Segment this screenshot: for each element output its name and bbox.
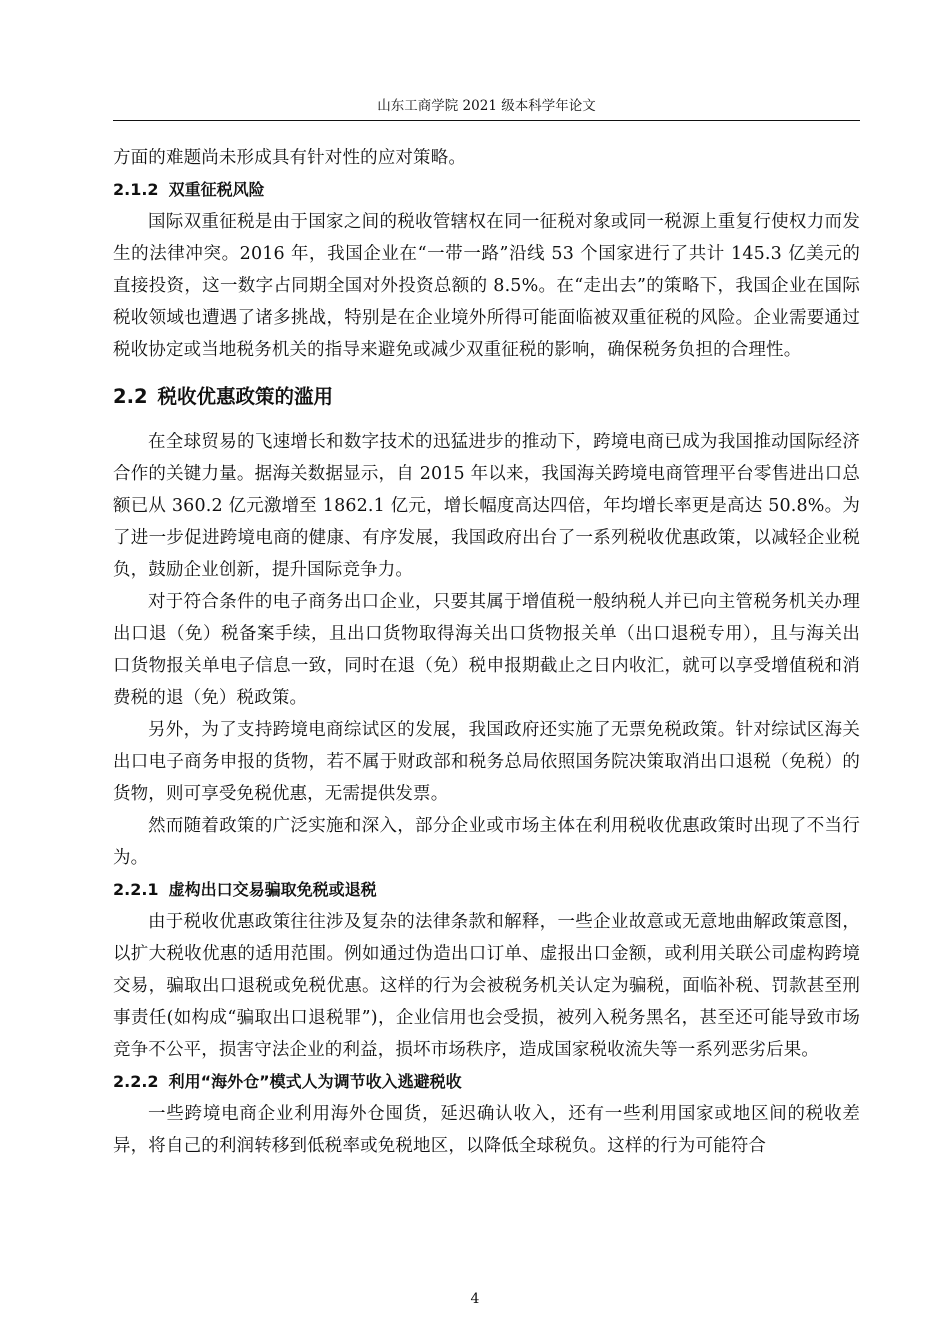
paragraph-overseas-warehouse: 一些跨境电商企业利用海外仓囤货，延迟确认收入，还有一些利用国家或地区间的税收差异，将自己的利润转移到低税率或免税地区，以降低全球税负。这样的行为可能符合 xyxy=(113,1104,860,1156)
paragraph-misconduct: 然而随着政策的广泛实施和深入，部分企业或市场主体在利用税收优惠政策时出现了不当行为。 xyxy=(113,816,860,868)
page-body xyxy=(113,142,860,1162)
section-number: 2.2.1 xyxy=(113,880,159,899)
section-title: 虚构出口交易骗取免税或退税 xyxy=(168,880,377,899)
paragraph-export-refund: 对于符合条件的电子商务出口企业，只要其属于增值税一般纳税人并已向主管税务机关办理出口退（免）税备案手续，且出口货物取得海关出口货物报关单（出口退税专用），且与海关出口货物报关单电子信息一致，同时在退（免）税申报期截止之日内收汇，就可以享受增值税和消费税的退（免）税政策。 xyxy=(113,592,860,708)
section-title: 双重征税风险 xyxy=(168,180,265,199)
header-divider xyxy=(113,120,860,121)
running-header: 山东工商学院 2021 级本科学年论文 xyxy=(377,98,596,114)
paragraph-double-taxation: 国际双重征税是由于国家之间的税收管辖权在同一征税对象或同一税源上重复行使权力而发生的法律冲突。2016 年，我国企业在“一带一路”沿线 53 个国家进行了共计 145.3 亿美元的直接投资，这一数字占同期全国对外投资总额的 8.5%。在“走出去”的策略下，我国企业在国际税收领域也遭遇了诸多挑战，特别是在企业境外所得可能面临被双重征税的风险。企业需要通过税收协定或当地税务机关的指导来避免或减少双重征税的影响，确保税务负担的合理性。 xyxy=(113,212,860,360)
section-heading-2-1-2 xyxy=(113,174,860,206)
section-number: 2.2.2 xyxy=(113,1072,159,1091)
page-number: 4 xyxy=(470,1291,480,1307)
section-title: 利用“海外仓”模式人为调节收入逃避税收 xyxy=(168,1072,462,1091)
section-heading-2-2-2 xyxy=(113,1066,860,1098)
paragraph-fake-exports: 由于税收优惠政策往往涉及复杂的法律条款和解释，一些企业故意或无意地曲解政策意图，以扩大税收优惠的适用范围。例如通过伪造出口订单、虚报出口金额，或利用关联公司虚构跨境交易，骗取出口退税或免税优惠。这样的行为会被税务机关认定为骗税，面临补税、罚款甚至刑事责任(如构成“骗取出口退税罪”)，企业信用也会受损，被列入税务黑名，甚至还可能导致市场竞争不公平，损害守法企业的利益，损坏市场秩序，造成国家税收流失等一系列恶劣后果。 xyxy=(113,912,860,1060)
paragraph-cross-border-growth: 在全球贸易的飞速增长和数字技术的迅猛进步的推动下，跨境电商已成为我国推动国际经济合作的关键力量。据海关数据显示，自 2015 年以来，我国海关跨境电商管理平台零售进出口总额已从 360.2 亿元激增至 1862.1 亿元，增长幅度高达四倍，年均增长率更是高达 50.8%。为了进一步促进跨境电商的健康、有序发展，我国政府出台了一系列税收优惠政策，以减轻企业税负，鼓励企业创新，提升国际竞争力。 xyxy=(113,432,860,580)
paragraph-continuation: 方面的难题尚未形成具有针对性的应对策略。 xyxy=(113,148,466,168)
section-heading-2-2-1 xyxy=(113,874,860,906)
paragraph-no-invoice-exemption: 另外，为了支持跨境电商综试区的发展，我国政府还实施了无票免税政策。针对综试区海关出口电子商务申报的货物，若不属于财政部和税务总局依照国务院决策取消出口退税（免税）的货物，则可享受免税优惠，无需提供发票。 xyxy=(113,720,860,804)
section-title: 税收优惠政策的滥用 xyxy=(157,385,334,408)
section-number: 2.2 xyxy=(113,385,148,408)
section-heading-2-2 xyxy=(113,384,860,410)
section-number: 2.1.2 xyxy=(113,180,159,199)
